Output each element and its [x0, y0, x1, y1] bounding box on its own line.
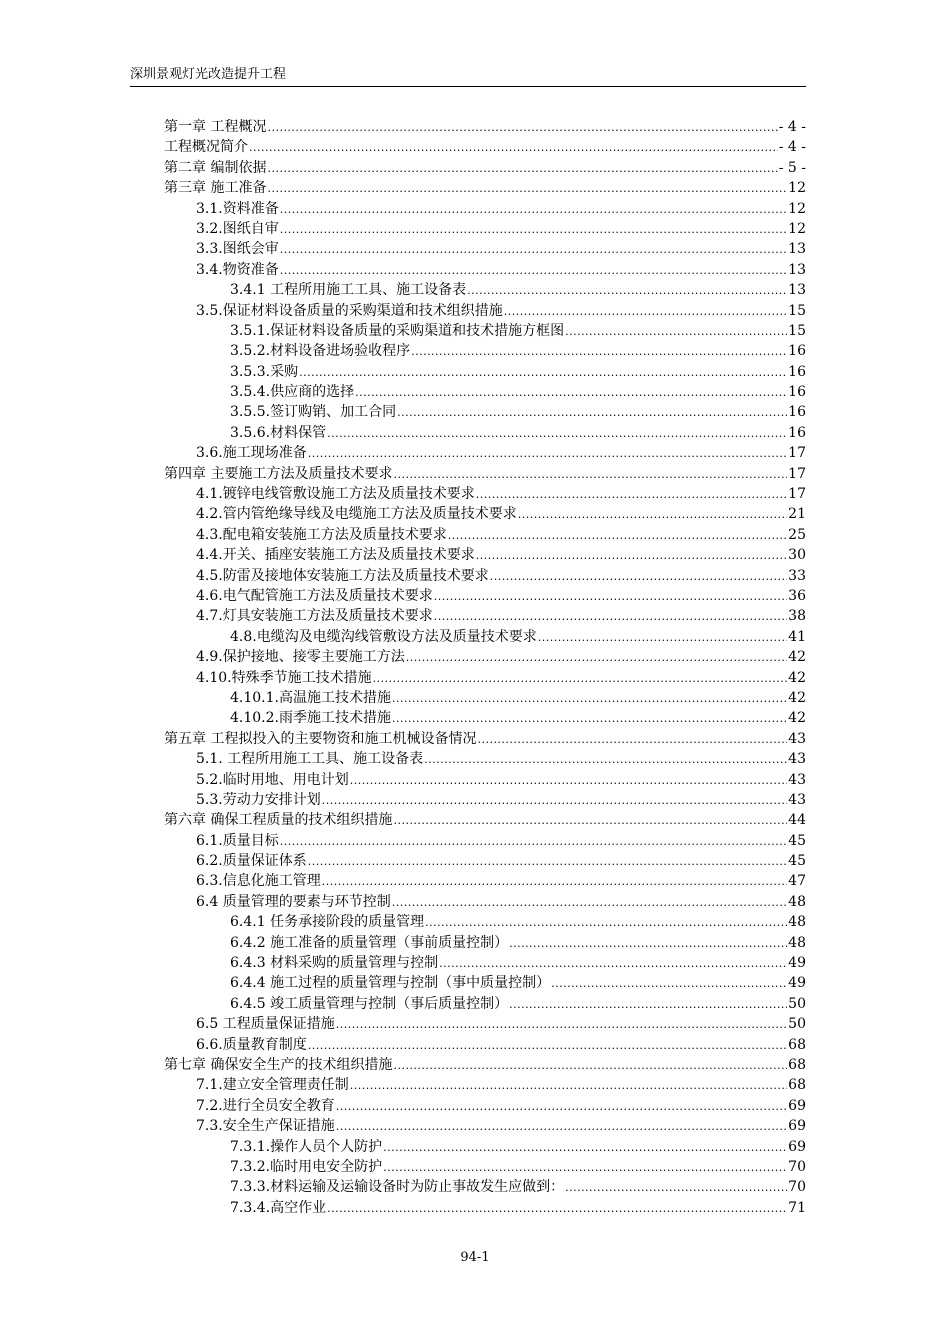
toc-entry-page: 36: [788, 587, 806, 604]
toc-dot-leader: [267, 159, 777, 178]
toc-entry-page: 17: [788, 445, 806, 462]
toc-entry-page: 12: [788, 200, 806, 217]
toc-entry-page: 12: [788, 220, 806, 237]
toc-entry[interactable]: [164, 994, 806, 1014]
toc-dot-leader: [476, 546, 787, 565]
toc-entry-title: 3.4.1 工程所用施工工具、施工设备表: [230, 282, 467, 299]
toc-entry-page: 69: [788, 1138, 806, 1155]
toc-entry[interactable]: [164, 770, 806, 790]
toc-entry[interactable]: [164, 668, 806, 688]
toc-entry-page: 13: [788, 261, 806, 278]
toc-dot-leader: [411, 342, 787, 361]
toc-entry-title: 3.5.5.签订购销、加工合同: [230, 404, 397, 421]
toc-entry-page: 45: [788, 853, 806, 870]
toc-entry-title: 6.6.质量教育制度: [196, 1036, 307, 1053]
toc-entry-title: 7.3.安全生产保证措施: [196, 1118, 335, 1135]
toc-entry[interactable]: [164, 280, 806, 300]
toc-entry-page: 16: [788, 343, 806, 360]
toc-entry-title: 第一章 工程概况: [164, 119, 267, 135]
toc-entry-title: 第七章 确保安全生产的技术组织措施: [164, 1056, 393, 1073]
toc-entry-page: 41: [788, 628, 806, 645]
toc-entry-title: 5.1. 工程所用施工工具、施工设备表: [196, 751, 424, 768]
toc-dot-leader: [448, 526, 787, 545]
toc-entry-page: 13: [788, 241, 806, 258]
toc-entry[interactable]: [164, 402, 806, 422]
toc-entry-page: - 4 -: [778, 139, 806, 156]
toc-entry[interactable]: [164, 810, 806, 830]
toc-entry-title: 4.8.电缆沟及电缆沟线管敷设方法及质量技术要求: [230, 628, 537, 645]
toc-entry[interactable]: [164, 484, 806, 504]
toc-entry-title: 5.2.临时用地、用电计划: [196, 771, 349, 788]
toc-dot-leader: [565, 1178, 787, 1197]
toc-entry[interactable]: [164, 525, 806, 545]
toc-entry[interactable]: [164, 423, 806, 443]
toc-entry-title: 4.2.管内管绝缘导线及电缆施工方法及质量技术要求: [196, 506, 517, 523]
toc-entry-title: 6.4.1 任务承接阶段的质量管理: [230, 914, 425, 931]
toc-entry[interactable]: [164, 382, 806, 402]
toc-entry-page: 16: [788, 404, 806, 421]
toc-dot-leader: [392, 709, 787, 728]
toc-entry[interactable]: [164, 1055, 806, 1075]
toc-entry-title: 3.3.图纸会审: [196, 241, 279, 258]
toc-entry-title: 3.5.6.材料保管: [230, 424, 327, 441]
toc-entry-page: 43: [788, 751, 806, 768]
toc-entry-page: - 4 -: [778, 119, 806, 135]
toc-entry-title: 3.1.资料准备: [196, 200, 279, 217]
toc-entry-title: 3.4.物资准备: [196, 261, 279, 278]
toc-entry-page: 70: [788, 1179, 806, 1196]
toc-entry-page: 47: [788, 873, 806, 890]
toc-dot-leader: [327, 424, 787, 443]
toc-entry-title: 6.2.质量保证体系: [196, 853, 307, 870]
toc-entry[interactable]: [164, 178, 806, 198]
toc-dot-leader: [267, 118, 777, 137]
toc-entry-title: 3.5.2.材料设备进场验收程序: [230, 343, 411, 360]
toc-dot-leader: [355, 383, 787, 402]
toc-entry-page: 49: [788, 975, 806, 992]
toc-entry[interactable]: [164, 729, 806, 749]
toc-entry[interactable]: [164, 1116, 806, 1136]
toc-entry-page: - 5 -: [778, 159, 806, 176]
toc-dot-leader: [439, 954, 787, 973]
page-header: [130, 66, 806, 87]
toc-dot-leader: [322, 872, 787, 891]
toc-dot-leader: [299, 363, 787, 382]
toc-dot-leader: [308, 1036, 787, 1055]
toc-entry-title: 6.4 质量管理的要素与环节控制: [196, 893, 391, 910]
toc-entry-page: 50: [788, 995, 806, 1012]
toc-entry-title: 第五章 工程拟投入的主要物资和施工机械设备情况: [164, 730, 477, 747]
toc-entry[interactable]: [164, 627, 806, 647]
toc-dot-leader: [308, 852, 787, 871]
toc-entry-page: 17: [788, 486, 806, 503]
toc-entry[interactable]: [164, 117, 806, 137]
toc-dot-leader: [280, 220, 787, 239]
header-title: 深圳景观灯光改造提升工程: [130, 67, 287, 82]
toc-entry-page: 43: [788, 791, 806, 808]
toc-dot-leader: [551, 974, 787, 993]
toc-entry-page: 68: [788, 1036, 806, 1053]
toc-dot-leader: [406, 648, 787, 667]
toc-entry[interactable]: [164, 647, 806, 667]
toc-entry-page: 48: [788, 934, 806, 951]
toc-entry-title: 7.3.3.材料运输及运输设备时为防止事故发生应做到：: [230, 1179, 565, 1196]
toc-entry[interactable]: [164, 912, 806, 932]
toc-dot-leader: [280, 261, 787, 280]
toc-dot-leader: [476, 485, 787, 504]
toc-entry-title: 3.5.1.保证材料设备质量的采购渠道和技术措施方框图: [230, 322, 565, 339]
toc-entry-page: 43: [788, 730, 806, 747]
toc-entry[interactable]: [164, 321, 806, 341]
toc-entry-title: 3.5.3.采购: [230, 363, 299, 380]
toc-entry[interactable]: [164, 953, 806, 973]
toc-dot-leader: [565, 322, 787, 341]
table-of-contents: [164, 117, 806, 1218]
toc-entry[interactable]: [164, 1014, 806, 1034]
toc-dot-leader: [336, 1117, 787, 1136]
toc-entry-page: 42: [788, 689, 806, 706]
toc-entry-page: 16: [788, 363, 806, 380]
toc-dot-leader: [397, 403, 787, 422]
toc-entry-title: 第二章 编制依据: [164, 159, 267, 176]
toc-entry[interactable]: [164, 260, 806, 280]
toc-entry[interactable]: [164, 1157, 806, 1177]
toc-dot-leader: [383, 1138, 787, 1157]
toc-entry-title: 第六章 确保工程质量的技术组织措施: [164, 812, 393, 829]
toc-entry-title: 6.4.3 材料采购的质量管理与控制: [230, 955, 439, 972]
toc-entry[interactable]: [164, 341, 806, 361]
toc-dot-leader: [424, 750, 787, 769]
toc-entry-page: 71: [788, 1199, 806, 1216]
toc-entry[interactable]: [164, 362, 806, 382]
toc-entry-title: 6.5 工程质量保证措施: [196, 1016, 335, 1033]
toc-entry-page: 70: [788, 1158, 806, 1175]
toc-dot-leader: [504, 302, 787, 321]
toc-dot-leader: [509, 934, 787, 953]
toc-entry-page: 16: [788, 384, 806, 401]
toc-entry-page: 21: [788, 506, 806, 523]
toc-entry-title: 5.3.劳动力安排计划: [196, 791, 321, 808]
toc-entry-page: 17: [788, 465, 806, 482]
toc-dot-leader: [434, 587, 787, 606]
toc-entry-page: 49: [788, 955, 806, 972]
toc-entry[interactable]: [164, 871, 806, 891]
toc-dot-leader: [267, 179, 787, 198]
toc-entry[interactable]: [164, 749, 806, 769]
toc-entry-page: 33: [788, 567, 806, 584]
toc-dot-leader: [350, 771, 787, 790]
toc-entry-page: 30: [788, 547, 806, 564]
toc-entry-title: 6.4.5 竣工质量管理与控制（事后质量控制）: [230, 995, 509, 1012]
toc-entry-title: 7.1.建立安全管理责任制: [196, 1077, 349, 1094]
toc-entry[interactable]: [164, 443, 806, 463]
toc-dot-leader: [393, 1056, 787, 1075]
toc-entry-title: 4.4.开关、插座安装施工方法及质量技术要求: [196, 547, 475, 564]
toc-entry-page: 45: [788, 832, 806, 849]
toc-entry-page: 13: [788, 282, 806, 299]
toc-dot-leader: [249, 138, 778, 157]
toc-dot-leader: [467, 281, 787, 300]
toc-entry[interactable]: [164, 566, 806, 586]
toc-dot-leader: [336, 1015, 787, 1034]
toc-entry-title: 4.7.灯具安装施工方法及质量技术要求: [196, 608, 433, 625]
toc-entry[interactable]: [164, 892, 806, 912]
toc-entry-title: 7.3.1.操作人员个人防护: [230, 1138, 383, 1155]
toc-dot-leader: [280, 832, 787, 851]
toc-entry-page: 50: [788, 1016, 806, 1033]
toc-entry[interactable]: [164, 158, 806, 178]
toc-dot-leader: [308, 444, 787, 463]
toc-entry[interactable]: [164, 1035, 806, 1055]
toc-entry-title: 4.6.电气配管施工方法及质量技术要求: [196, 587, 433, 604]
toc-dot-leader: [336, 1097, 787, 1116]
toc-entry[interactable]: [164, 199, 806, 219]
toc-dot-leader: [350, 1076, 787, 1095]
toc-entry[interactable]: [164, 831, 806, 851]
toc-entry-page: 68: [788, 1077, 806, 1094]
toc-entry-page: 15: [788, 322, 806, 339]
toc-entry-title: 7.2.进行全员安全教育: [196, 1097, 335, 1114]
toc-dot-leader: [280, 200, 787, 219]
toc-entry-title: 6.4.2 施工准备的质量管理（事前质量控制）: [230, 934, 509, 951]
toc-entry-title: 7.3.2.临时用电安全防护: [230, 1158, 383, 1175]
toc-dot-leader: [327, 1199, 787, 1218]
toc-dot-leader: [393, 811, 787, 830]
toc-dot-leader: [393, 465, 787, 484]
toc-entry-page: 15: [788, 302, 806, 319]
toc-dot-leader: [509, 995, 787, 1014]
toc-entry-title: 6.3.信息化施工管理: [196, 873, 321, 890]
toc-dot-leader: [392, 689, 787, 708]
toc-entry-page: 48: [788, 893, 806, 910]
toc-entry[interactable]: [164, 1177, 806, 1197]
toc-entry[interactable]: [164, 851, 806, 871]
toc-entry-title: 7.3.4.高空作业: [230, 1199, 327, 1216]
toc-dot-leader: [477, 730, 787, 749]
toc-entry-page: 16: [788, 424, 806, 441]
toc-entry-title: 3.5.保证材料设备质量的采购渠道和技术组织措施: [196, 302, 503, 319]
toc-dot-leader: [518, 505, 787, 524]
toc-entry[interactable]: [164, 545, 806, 565]
toc-entry[interactable]: [164, 504, 806, 524]
toc-dot-leader: [383, 1158, 787, 1177]
toc-entry-title: 4.10.2.雨季施工技术措施: [230, 710, 391, 727]
toc-entry-title: 6.1.质量目标: [196, 832, 279, 849]
toc-entry-title: 4.5.防雷及接地体安装施工方法及质量技术要求: [196, 567, 489, 584]
toc-entry-title: 4.9.保护接地、接零主要施工方法: [196, 649, 405, 666]
toc-entry-page: 42: [788, 669, 806, 686]
toc-entry-title: 第三章 施工准备: [164, 180, 267, 197]
toc-entry[interactable]: [164, 1137, 806, 1157]
toc-entry-page: 48: [788, 914, 806, 931]
toc-entry-page: 12: [788, 180, 806, 197]
toc-entry-title: 4.10.1.高温施工技术措施: [230, 689, 391, 706]
toc-dot-leader: [392, 893, 787, 912]
toc-entry[interactable]: [164, 688, 806, 708]
toc-entry-page: 68: [788, 1056, 806, 1073]
toc-entry-title: 3.5.4.供应商的选择: [230, 384, 355, 401]
toc-entry[interactable]: [164, 708, 806, 728]
toc-entry[interactable]: [164, 1198, 806, 1218]
toc-entry[interactable]: [164, 301, 806, 321]
toc-dot-leader: [322, 791, 787, 810]
toc-entry-page: 42: [788, 710, 806, 727]
toc-entry[interactable]: [164, 606, 806, 626]
toc-entry-page: 69: [788, 1118, 806, 1135]
toc-entry-page: 69: [788, 1097, 806, 1114]
toc-entry[interactable]: [164, 1075, 806, 1095]
toc-dot-leader: [490, 567, 787, 586]
toc-entry-page: 43: [788, 771, 806, 788]
toc-entry-title: 3.2.图纸自审: [196, 220, 279, 237]
toc-entry-title: 第四章 主要施工方法及质量技术要求: [164, 465, 393, 482]
toc-entry[interactable]: [164, 464, 806, 484]
toc-dot-leader: [538, 628, 787, 647]
toc-entry-title: 6.4.4 施工过程的质量管理与控制（事中质量控制）: [230, 975, 551, 992]
toc-entry-page: 44: [788, 812, 806, 829]
toc-dot-leader: [280, 240, 787, 259]
toc-entry-title: 3.6.施工现场准备: [196, 445, 307, 462]
toc-entry-title: 4.10.特殊季节施工技术措施: [196, 669, 372, 686]
toc-entry[interactable]: [164, 239, 806, 259]
toc-entry-page: 25: [788, 526, 806, 543]
toc-entry[interactable]: [164, 933, 806, 953]
toc-entry-title: 工程概况简介: [164, 139, 248, 156]
toc-entry-title: 4.1.镀锌电线管敷设施工方法及质量技术要求: [196, 486, 475, 503]
toc-entry[interactable]: [164, 219, 806, 239]
page-number: 94-1: [460, 1250, 490, 1265]
toc-entry[interactable]: [164, 586, 806, 606]
page-footer: [0, 1250, 950, 1265]
toc-entry-page: 42: [788, 649, 806, 666]
toc-dot-leader: [373, 669, 788, 688]
toc-entry[interactable]: [164, 1096, 806, 1116]
toc-entry-title: 4.3.配电箱安装施工方法及质量技术要求: [196, 526, 447, 543]
toc-entry-page: 38: [788, 608, 806, 625]
toc-entry[interactable]: [164, 137, 806, 157]
toc-dot-leader: [425, 913, 787, 932]
toc-dot-leader: [434, 607, 787, 626]
toc-entry[interactable]: [164, 790, 806, 810]
toc-entry[interactable]: [164, 973, 806, 993]
